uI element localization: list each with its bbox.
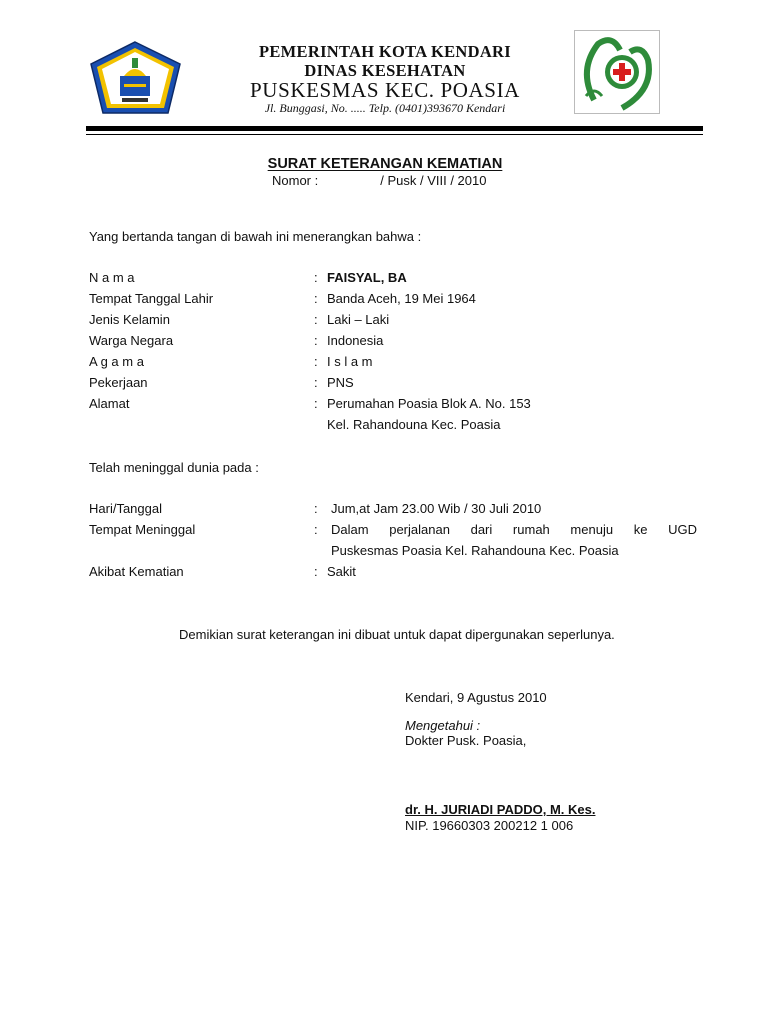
field-colon: :: [314, 291, 318, 306]
document-number-value: / Pusk / VIII / 2010: [380, 173, 487, 188]
city-emblem-logo: [88, 40, 183, 116]
field-value-occupation: PNS: [327, 375, 354, 390]
letterhead-institution: PUSKESMAS KEC. POASIA: [250, 78, 520, 102]
field-value-address-line2: Kel. Rahandouna Kec. Poasia: [327, 417, 501, 432]
field-label-cause: Akibat Kematian: [89, 564, 184, 579]
field-colon: :: [314, 564, 318, 579]
closing-text: Demikian surat keterangan ini dibuat untuk dapat dipergunakan seperlunya.: [179, 627, 615, 642]
letterhead-address: Jl. Bunggasi, No. ..... Telp. (0401)393670 Kendari: [264, 101, 506, 115]
field-label-gender: Jenis Kelamin: [89, 312, 170, 327]
field-label-birth: Tempat Tanggal Lahir: [89, 291, 214, 306]
field-colon: :: [314, 270, 318, 285]
letterhead-divider-thick: [86, 126, 703, 131]
field-colon: :: [314, 501, 318, 516]
field-value-cause: Sakit: [327, 564, 356, 579]
place-date: Kendari, 9 Agustus 2010: [405, 690, 547, 705]
letterhead-department: DINAS KESEHATAN: [304, 61, 466, 80]
document-title: SURAT KETERANGAN KEMATIAN: [267, 156, 503, 172]
signer-position: Dokter Pusk. Poasia,: [405, 733, 527, 748]
field-value-gender: Laki – Laki: [327, 312, 390, 327]
field-value-religion: I s l a m: [327, 354, 373, 369]
field-label-citizenship: Warga Negara: [89, 333, 174, 348]
letterhead-government: PEMERINTAH KOTA KENDARI: [259, 42, 511, 61]
document-number: [272, 173, 486, 188]
field-value-place-line2: Puskesmas Poasia Kel. Rahandouna Kec. Poasia: [331, 543, 619, 558]
field-value-birth: Banda Aceh, 19 Mei 1964: [327, 291, 476, 306]
field-colon: :: [314, 396, 318, 411]
field-label-occupation: Pekerjaan: [89, 375, 148, 390]
field-label-date: Hari/Tanggal: [89, 501, 162, 516]
field-colon: :: [314, 354, 318, 369]
field-value-place: Dalam perjalanan dari rumah menuju ke UGD: [331, 522, 697, 537]
field-label-name: N a m a: [89, 270, 135, 285]
signer-nip: NIP. 19660303 200212 1 006: [405, 818, 574, 833]
letterhead-divider-thin: [86, 134, 703, 135]
acknowledged-label: Mengetahui :: [405, 718, 481, 733]
field-value-date: Jum,at Jam 23.00 Wib / 30 Juli 2010: [331, 501, 542, 516]
death-intro-text: Telah meninggal dunia pada :: [89, 460, 259, 475]
signer-name: dr. H. JURIADI PADDO, M. Kes.: [405, 802, 596, 817]
field-colon: :: [314, 333, 318, 348]
field-value-citizenship: Indonesia: [327, 333, 384, 348]
field-label-address: Alamat: [89, 396, 130, 411]
field-colon: :: [314, 375, 318, 390]
puskesmas-logo: [574, 30, 660, 114]
field-colon: :: [314, 522, 318, 537]
intro-text: Yang bertanda tangan di bawah ini menerangkan bahwa :: [89, 229, 422, 244]
field-value-name: FAISYAL, BA: [327, 270, 407, 285]
field-label-place: Tempat Meninggal: [89, 522, 196, 537]
field-label-religion: A g a m a: [89, 354, 144, 369]
field-colon: :: [314, 312, 318, 327]
document-number-label: Nomor :: [272, 173, 319, 188]
field-value-address: Perumahan Poasia Blok A. No. 153: [327, 396, 531, 411]
